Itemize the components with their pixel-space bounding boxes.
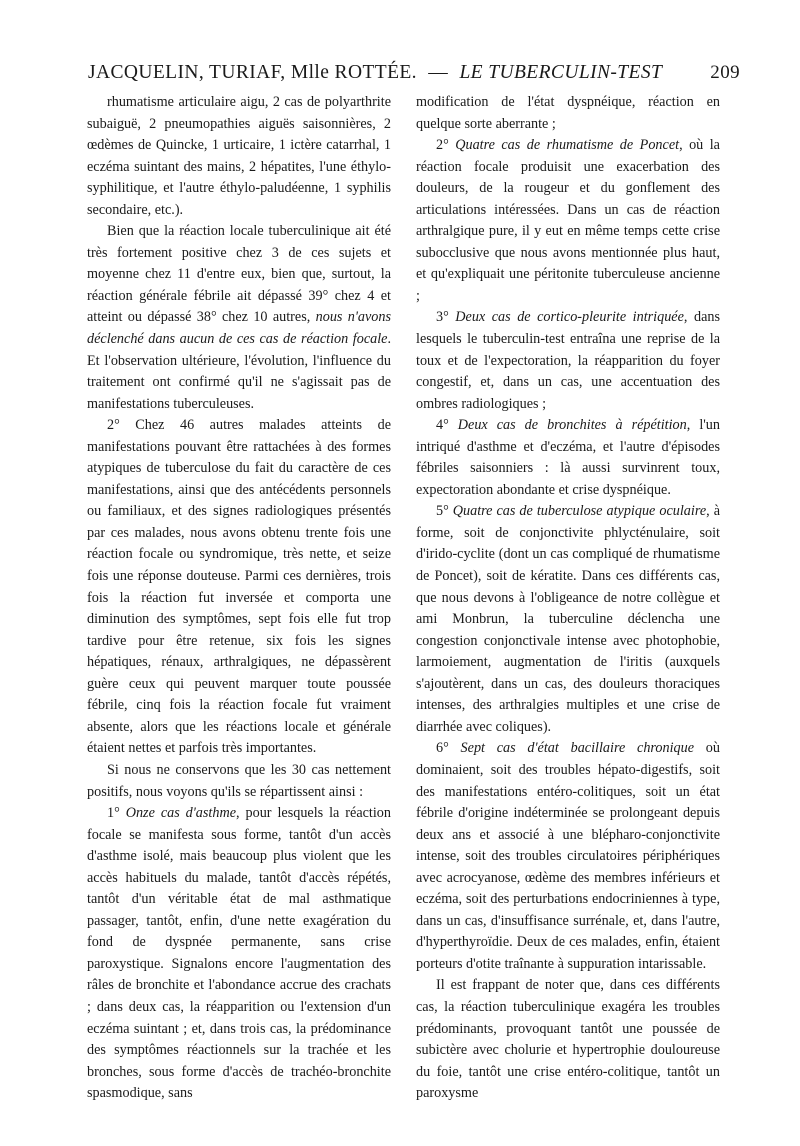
- text-run: , à forme, soit de conjonctivite phlycténulaire, soit d'irido-cyclite (dont un cas compliqué de rhumatisme de Poncet), soit de kératite. Dans ces différents cas, que nous devons à l'obligeance de notre collègue et ami Monbrun, la tuberculine déclencha une congestion conjonctivale intense avec photophobie, larmoiement, augmentation de l'iritis (auxquels s'ajoutèrent, dans un cas, des douleurs thoraciques intenses, des arthralgies multiples et une crise de diarrhée avec coliques).: [416, 503, 720, 735]
- paragraph-p3: [87, 415, 391, 760]
- text-run: , pour lesquels la réaction focale se manifesta sous forme, tantôt d'un accès d'asthme isolé, mais beaucoup plus violent que les accès habituels du malade, tantôt d'accès répétés, tantôt d'un véritable état de mal asthmatique passager, tantôt, enfin, d'une nette exagération du fond de dyspnée permanente, sans crise paroxystique. Signalons encore l'augmentation des râles de bronchite et l'abondance accrue des crachats ; dans deux cas, la réapparition ou l'extension d'un eczéma suintant ; et, dans trois cas, la prédominance des symptômes réactionnels sur la trachée et les bronches, sous forme d'accès de trachéo-bronchite spasmodique, sans: [87, 805, 391, 1102]
- italic-text: Quatre cas de tuberculose atypique oculaire: [452, 503, 707, 520]
- italic-text: nous n'avons déclenché dans aucun de ces cas de réaction focale: [87, 309, 391, 348]
- italic-text: Deux cas de cortico-pleurite intriquée: [455, 309, 684, 326]
- paragraph-p12: [416, 975, 720, 1104]
- paragraph-p7: [416, 135, 720, 307]
- paragraph-p9: [416, 415, 720, 501]
- text-run: 6°: [436, 740, 461, 757]
- paragraph-p4: [87, 760, 391, 803]
- text-run: modification de l'état dyspnéique, réaction en quelque sorte aberrante ;: [416, 94, 720, 132]
- running-header: [88, 62, 740, 90]
- paragraph-p6: [416, 92, 720, 135]
- italic-text: Onze cas d'asthme: [125, 805, 237, 822]
- text-run: Il est frappant de noter que, dans ces différents cas, la réaction tuberculinique exagéra les troubles prédominants, provoquant tantôt une poussée de subictère avec cholurie et hypertrophie douloureuse du foie, tantôt une crise entéro-colitique, tantôt un paroxysme: [416, 977, 720, 1102]
- text-run: , l'un intriqué d'asthme et d'eczéma, et l'autre d'épisodes fébriles saisonniers : là aussi survinrent toux, expectoration abondante et crise dyspnéique.: [416, 417, 720, 498]
- header-authors: JACQUELIN, TURIAF, Mlle ROTTÉE.: [88, 62, 417, 83]
- text-run: 1°: [107, 805, 126, 822]
- italic-text: Quatre cas de rhumatisme de Poncet: [455, 137, 680, 154]
- left-column: [87, 92, 391, 1105]
- text-run: où dominaient, soit des troubles hépato-digestifs, soit des manifestations entéro-colitiques, soit un état fébrile d'origine indéterminée se prolongeant depuis deux ans et associé à une blépharo-conjonctivite intense, soit des troubles circulatoires périphériques avec acrocyanose, œdème des membres inférieurs et eczéma, soit des perturbations endocriniennes à type, dans un cas, d'insuffisance surrénale, et, dans l'autre, d'hyperthyroïdie. Deux de ces malades, enfin, étaient porteurs d'otite traînante à suppuration intarissable.: [416, 740, 720, 972]
- header-left: [88, 62, 662, 84]
- text-run: 2°: [436, 137, 456, 154]
- italic-text: Sept cas d'état bacillaire chronique: [460, 740, 695, 757]
- text-run: , où la réaction focale produisit une exacerbation des douleurs, de la rougeur et du gonflement des articulations intéressées. Dans un cas de réaction arthralgique pure, il y eut en même temps cette crise subocclusive que nous avons mentionnée plus haut, et qu'expliquait une péritonite tuberculeuse ancienne ;: [416, 137, 720, 304]
- text-run: . Et l'observation ultérieure, l'évolution, l'influence du traitement ont confirmé qu'il ne s'agissait pas de manifestations tuberculeuses.: [87, 331, 391, 412]
- paragraph-p8: [416, 307, 720, 415]
- text-run: rhumatisme articulaire aigu, 2 cas de polyarthrite subaiguë, 2 pneumopathies aiguës saisonnières, 2 œdèmes de Quincke, 1 urticaire, 1 ictère catarrhal, 1 eczéma suintant des mains, 2 hépatites, l'une éthylo-syphilitique, et l'autre éthylo-paludéenne, 1 syphilis secondaire, etc.).: [87, 94, 391, 218]
- right-column: [416, 92, 720, 1105]
- italic-text: Deux cas de bronchites à répétition: [457, 417, 687, 434]
- text-run: 5°: [436, 503, 453, 520]
- text-run: 3°: [436, 309, 456, 326]
- text-run: 4°: [436, 417, 458, 434]
- text-run: Si nous ne conservons que les 30 cas nettement positifs, nous voyons qu'ils se répartissent ainsi :: [87, 761, 391, 800]
- text-run: Bien que la réaction locale tuberculinique ait été très fortement positive chez 3 de ces sujets et moyenne chez 11 d'entre eux, bien que, surtout, la réaction générale fébrile ait dépassé 39° chez 4 et atteint ou dépassé 38° chez 10 autres,: [87, 223, 391, 326]
- page-number: 209: [710, 62, 740, 83]
- header-separator: —: [428, 62, 449, 83]
- paragraph-p1: [87, 92, 391, 221]
- paragraph-p10: [416, 501, 720, 738]
- paragraph-p2: [87, 221, 391, 415]
- header-title: LE TUBERCULIN-TEST: [459, 62, 663, 83]
- paragraph-p11: [416, 738, 720, 975]
- text-run: 2° Chez 46 autres malades atteints de manifestations pouvant être rattachées à des formes atypiques de tuberculose du fait du caractère de ces manifestations, ainsi que des antécédents personnels ou familiaux, et des signes radiologiques présentés par ces malades, nous avons obtenu trente fois une réaction focale ou syndromique, très nette, et seize fois une réponse douteuse. Parmi ces dernières, trois fois la réaction fut inversée et comporta une diminution des symptômes, sept fois elle fut trop tardive pour être retenue, six fois les signes hépatiques, rénaux, arthralgiques, ne dépassèrent guère ceux qui peuvent marquer toute poussée fébrile, cinq fois la réaction focale fut vraiment absente, alors que les réactions locale et générale étaient nettes et parfois très importantes.: [87, 417, 391, 757]
- text-run: , dans lesquels le tuberculin-test entraîna une reprise de la toux et de l'expectoration, la réapparition du foyer congestif, et, dans un cas, une accentuation des ombres radiologiques ;: [416, 309, 720, 412]
- paragraph-p5: [87, 803, 391, 1105]
